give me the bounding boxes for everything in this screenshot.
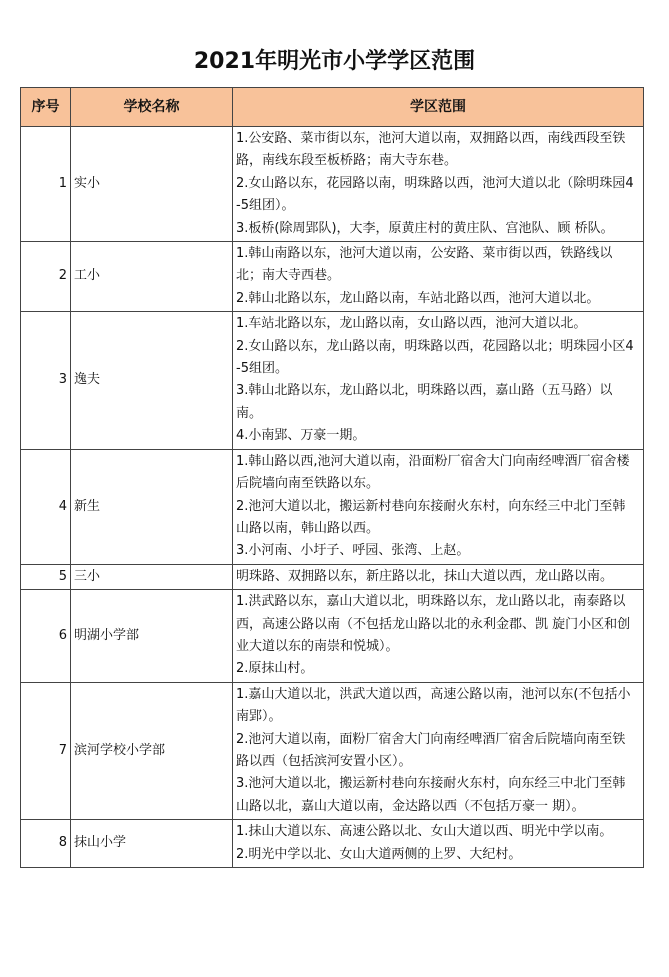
district-area-line: 1.公安路、菜市街以东，池河大道以南，双拥路以西，南线西段至铁路，南线东段至板桥路；南大寺东巷。 xyxy=(236,131,626,169)
district-area-cell xyxy=(233,682,644,819)
district-area-line: 1.嘉山大道以北，洪武大道以西，高速公路以南，池河以东(不包括小南郢）。 xyxy=(236,686,631,725)
column-header-number: 序号 xyxy=(21,88,71,127)
table-row xyxy=(21,312,644,449)
row-number-cell: 6 xyxy=(21,590,71,683)
district-area-line: 3.板桥(除周郢队)，大李，原黄庄村的黄庄队、宫池队、顾 桥队。 xyxy=(236,220,614,236)
row-number-cell: 5 xyxy=(21,564,71,589)
district-area-line: 4.小南郢、万豪一期。 xyxy=(236,428,366,444)
school-name-cell: 抹山小学 xyxy=(71,820,233,868)
district-area-cell xyxy=(233,242,644,312)
district-area-line: 3.小河南、小圩子、呼园、张湾、上赵。 xyxy=(236,543,470,559)
school-name-cell: 实小 xyxy=(71,127,233,242)
row-number-cell: 3 xyxy=(21,312,71,449)
school-name-cell: 三小 xyxy=(71,564,233,589)
district-area-cell xyxy=(233,590,644,683)
district-area-cell xyxy=(233,312,644,449)
district-area-line: 2.池河大道以南，面粉厂宿舍大门向南经啤酒厂宿舍后院墙向南至铁路以西（包括滨河安置小区）。 xyxy=(236,731,626,769)
district-area-line: 1.韩山南路以东，池河大道以南，公安路、菜市街以西，铁路线以北；南大寺西巷。 xyxy=(236,246,613,284)
district-area-cell xyxy=(233,820,644,868)
row-number-cell: 4 xyxy=(21,449,71,564)
district-area-cell xyxy=(233,564,644,589)
table-row xyxy=(21,127,644,242)
district-area-line: 2.明光中学以北、女山大道两侧的上罗、大纪村。 xyxy=(236,846,522,862)
table-row xyxy=(21,682,644,819)
district-area-line: 1.洪武路以东，嘉山大道以北，明珠路以东，龙山路以北，南泰路以西，高速公路以南（不包括龙山路以北的永利金郡、凯 旋门小区和创业大道以东的南崇和悦城）。 xyxy=(236,594,631,654)
table-header-row xyxy=(21,88,644,127)
row-number-cell: 1 xyxy=(21,127,71,242)
table-row xyxy=(21,820,644,868)
table-row xyxy=(21,564,644,589)
district-area-line: 2.原抹山村。 xyxy=(236,661,314,677)
table-row xyxy=(21,242,644,312)
table-row xyxy=(21,449,644,564)
school-district-table xyxy=(20,87,644,868)
district-area-line: 1.车站北路以东，龙山路以南，女山路以西，池河大道以北。 xyxy=(236,316,587,332)
district-area-line: 2.女山路以东，花园路以南，明珠路以西，池河大道以北（除明珠园4-5组团）。 xyxy=(236,175,634,214)
district-area-line: 明珠路、双拥路以东，新庄路以北，抹山大道以西，龙山路以南。 xyxy=(236,568,614,584)
district-area-line: 3.韩山北路以东，龙山路以北，明珠路以西，嘉山路（五马路）以南。 xyxy=(236,383,613,421)
district-area-line: 1.抹山大道以东、高速公路以北、女山大道以西、明光中学以南。 xyxy=(236,824,613,840)
district-area-line: 2.韩山北路以东，龙山路以南，车站北路以西，池河大道以北。 xyxy=(236,290,600,306)
page-title: 2021年明光市小学学区范围 xyxy=(193,49,476,74)
district-area-cell xyxy=(233,449,644,564)
row-number-cell: 2 xyxy=(21,242,71,312)
district-area-line: 2.池河大道以北，搬运新村巷向东接耐火东村，向东经三中北门至韩山路以南，韩山路以西。 xyxy=(236,498,626,536)
school-name-cell: 明湖小学部 xyxy=(71,590,233,683)
row-number-cell: 8 xyxy=(21,820,71,868)
table-row xyxy=(21,590,644,683)
district-area-line: 2.女山路以东，龙山路以南，明珠路以西，花园路以北；明珠园小区4-5组团。 xyxy=(236,338,634,377)
row-number-cell: 7 xyxy=(21,682,71,819)
school-name-cell: 新生 xyxy=(71,449,233,564)
district-area-cell xyxy=(233,127,644,242)
district-area-line: 3.池河大道以北，搬运新村巷向东接耐火东村，向东经三中北门至韩山路以北，嘉山大道以南，金达路以西（不包括万豪一 期）。 xyxy=(236,776,626,814)
column-header-area: 学区范围 xyxy=(233,88,644,127)
school-name-cell: 逸夫 xyxy=(71,312,233,449)
district-area-line: 1.韩山路以西,池河大道以南，沿面粉厂宿舍大门向南经啤酒厂宿舍楼后院墙向南至铁路以东。 xyxy=(236,453,630,492)
school-name-cell: 滨河学校小学部 xyxy=(71,682,233,819)
school-name-cell: 工小 xyxy=(71,242,233,312)
column-header-school: 学校名称 xyxy=(71,88,233,127)
table-body xyxy=(21,127,644,868)
